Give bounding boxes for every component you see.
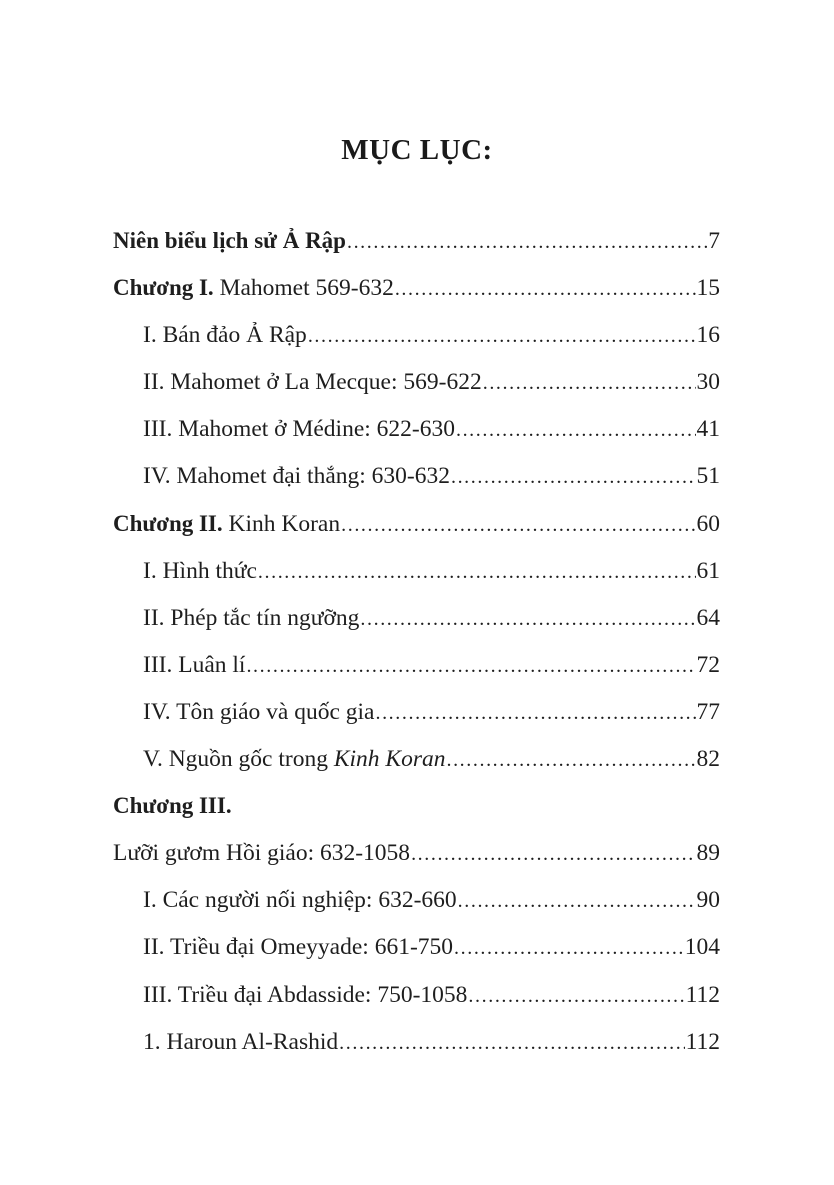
toc-entry[interactable] xyxy=(113,322,720,369)
toc-entry-page-number: 77 xyxy=(696,698,720,725)
toc-entry-text: I. Bán đảo Ả Rập xyxy=(143,322,307,349)
toc-entry-page-number: 64 xyxy=(696,604,720,631)
dot-leader xyxy=(395,278,696,301)
toc-entry-label xyxy=(113,840,410,867)
toc-entry-bold-label: Chương I. xyxy=(113,275,214,301)
toc-entry[interactable] xyxy=(113,275,720,322)
toc-entry-text: I. Hình thức xyxy=(143,557,257,584)
dot-leader xyxy=(341,514,695,537)
toc-entry-text: 1. Haroun Al-Rashid xyxy=(143,1028,339,1055)
toc-entry-page-number: 16 xyxy=(696,322,720,349)
dot-leader xyxy=(258,561,696,584)
dot-leader xyxy=(347,231,707,254)
toc-entry-page-number: 60 xyxy=(696,510,720,537)
toc-entry[interactable] xyxy=(113,511,720,558)
toc-entry[interactable] xyxy=(113,652,720,699)
toc-entry-text: Kinh Koran xyxy=(222,510,341,537)
toc-entry-page-number: 89 xyxy=(696,840,720,867)
dot-leader xyxy=(468,985,684,1008)
toc-entry-label xyxy=(143,558,257,585)
toc-entry-label xyxy=(143,934,453,961)
toc-entry[interactable] xyxy=(113,887,720,934)
dot-leader xyxy=(375,702,695,725)
table-of-contents xyxy=(113,228,720,1076)
toc-entry[interactable] xyxy=(113,605,720,652)
toc-entry-text: Mahomet 569-632 xyxy=(213,275,394,302)
toc-entry-page-number: 15 xyxy=(696,275,720,302)
toc-entry[interactable] xyxy=(113,746,720,793)
toc-entry[interactable] xyxy=(113,228,720,275)
dot-leader xyxy=(360,608,695,631)
toc-entry-text: III. Luân lí xyxy=(143,651,246,678)
dot-leader xyxy=(446,749,695,772)
dot-leader xyxy=(451,466,696,489)
dot-leader xyxy=(411,843,695,866)
toc-entry-label xyxy=(143,463,450,490)
toc-entry-page-number: 90 xyxy=(696,887,720,914)
toc-entry-bold-label: Niên biểu lịch sử Ả Rập xyxy=(113,228,346,253)
toc-entry-page-number: 7 xyxy=(708,228,720,254)
toc-entry[interactable] xyxy=(113,463,720,510)
toc-entry-label xyxy=(113,275,394,302)
toc-entry[interactable] xyxy=(113,558,720,605)
toc-entry-label xyxy=(143,369,482,396)
toc-entry-label xyxy=(113,511,340,538)
toc-entry-text: IV. Tôn giáo và quốc gia xyxy=(143,698,375,725)
toc-entry-text: Lưỡi gươm Hồi giáo: 632-1058 xyxy=(113,840,411,867)
toc-entry-label xyxy=(143,1029,338,1056)
toc-entry-page-number: 112 xyxy=(685,1028,720,1055)
toc-entry-label xyxy=(143,982,467,1009)
toc-entry-italic-text: Kinh Koran xyxy=(333,746,446,773)
dot-leader xyxy=(458,890,696,913)
toc-entry-text: II. Mahomet ở La Mecque: 569-622 xyxy=(143,369,482,396)
dot-leader xyxy=(308,325,696,348)
toc-entry-label xyxy=(113,228,346,255)
toc-entry[interactable] xyxy=(113,416,720,463)
toc-entry-label xyxy=(143,746,445,773)
toc-entry[interactable] xyxy=(113,840,720,887)
toc-entry-label xyxy=(113,793,232,820)
dot-leader xyxy=(456,419,696,442)
toc-entry-label xyxy=(143,887,457,914)
toc-entry-label xyxy=(143,416,455,443)
toc-entry-text: III. Triều đại Abdasside: 750-1058 xyxy=(143,981,468,1008)
toc-entry-page-number: 41 xyxy=(696,416,720,443)
toc-entry[interactable] xyxy=(113,982,720,1029)
toc-entry-label xyxy=(143,605,359,632)
toc-entry-page-number: 112 xyxy=(685,981,720,1008)
toc-entry[interactable] xyxy=(113,369,720,416)
dot-leader xyxy=(246,655,695,678)
toc-entry-text: III. Mahomet ở Médine: 622-630 xyxy=(143,416,455,443)
toc-entry-bold-label: Chương II. xyxy=(113,510,223,536)
toc-entry-page-number: 51 xyxy=(696,463,720,490)
toc-entry-bold-label: Chương III. xyxy=(113,793,232,819)
toc-entry-page-number: 82 xyxy=(696,746,720,773)
toc-entry-text: IV. Mahomet đại thắng: 630-632 xyxy=(143,463,450,490)
toc-entry-text: V. Nguồn gốc trong xyxy=(143,746,334,773)
page-title: MỤC LỤC: xyxy=(341,134,493,166)
dot-leader xyxy=(483,372,696,395)
toc-entry-label xyxy=(143,322,307,349)
toc-entry[interactable] xyxy=(113,699,720,746)
toc-entry-page-number: 104 xyxy=(684,934,720,961)
toc-entry-label xyxy=(143,699,374,726)
dot-leader xyxy=(339,1032,684,1055)
toc-entry[interactable] xyxy=(113,1029,720,1076)
toc-entry-page-number: 61 xyxy=(696,557,720,584)
toc-entry-text: I. Các người nối nghiệp: 632-660 xyxy=(143,887,457,914)
toc-entry-label xyxy=(143,652,245,679)
toc-entry[interactable] xyxy=(113,934,720,981)
toc-entry-text: II. Triều đại Omeyyade: 661-750 xyxy=(143,934,454,961)
toc-entry-text: II. Phép tắc tín ngưỡng xyxy=(143,604,360,631)
dot-leader xyxy=(454,937,684,960)
toc-entry-page-number: 30 xyxy=(696,369,720,396)
toc-entry-page-number: 72 xyxy=(696,651,720,678)
toc-entry[interactable] xyxy=(113,793,720,840)
